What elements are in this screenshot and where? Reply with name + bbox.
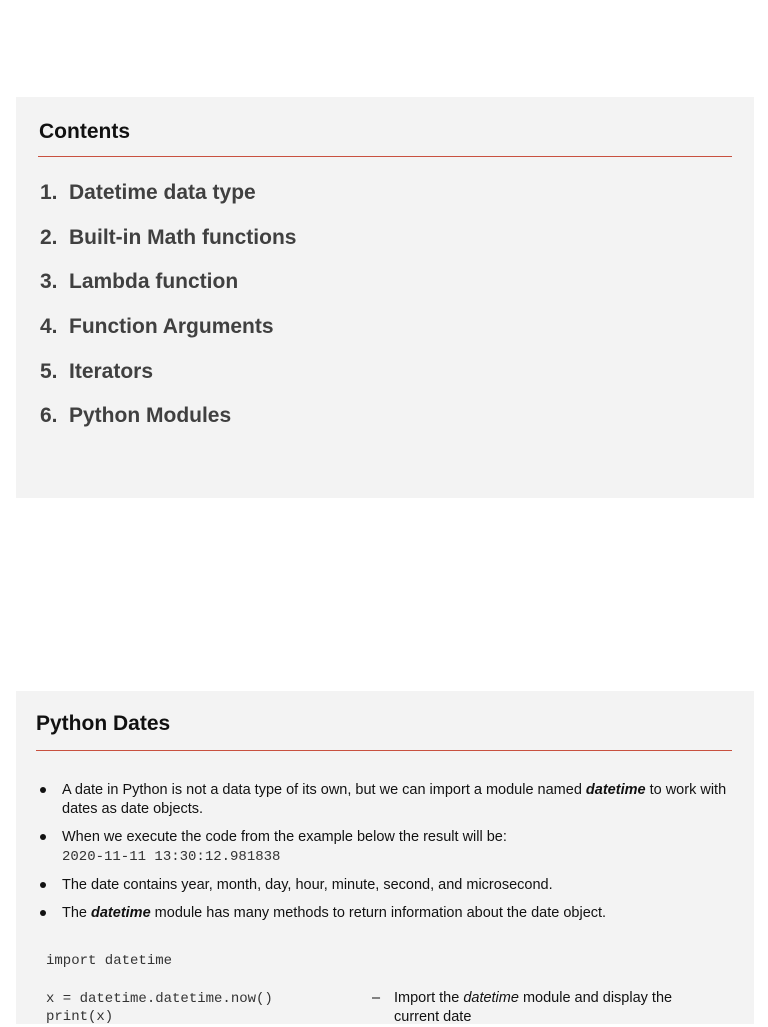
bullet-item	[38, 781, 728, 819]
bullet-text: module has many methods to return information about the date object.	[150, 905, 607, 921]
code-line-assign: x = datetime.datetime.now()	[46, 991, 273, 1007]
bullet-text: A date in Python is not a data type of its own, but we can import a module named	[62, 782, 586, 798]
bullet-item	[38, 876, 728, 895]
contents-item-label: Function Arguments	[69, 315, 274, 339]
contents-item-arguments	[40, 311, 296, 356]
contents-item-label: Datetime data type	[69, 181, 256, 204]
contents-item-number: 6.	[40, 404, 58, 428]
bullet-emphasis: datetime	[91, 905, 151, 921]
contents-item-label: Python Modules	[69, 404, 232, 428]
contents-item-iterators	[40, 356, 296, 401]
contents-slide	[16, 97, 754, 498]
contents-item-number: 4.	[40, 315, 58, 339]
bullet-emphasis: datetime	[585, 782, 646, 798]
code-output: 2020-11-11 13:30:12.981838	[62, 849, 281, 865]
contents-item-number: 5.	[40, 359, 58, 383]
annotation-text-part: module and display the current date	[394, 990, 673, 1025]
contents-item-math	[40, 222, 296, 267]
bullet-text: When we execute the code from the example below the result will be:	[62, 829, 507, 845]
annotation-emphasis: datetime	[463, 990, 519, 1006]
annotation-text-part: Import the	[394, 990, 464, 1006]
contents-item-number: 3.	[40, 270, 58, 294]
bullet-item	[38, 904, 728, 923]
contents-item-label: Lambda function	[69, 270, 239, 294]
bullet-dot-icon	[40, 834, 46, 840]
python-dates-bullet-list	[38, 781, 728, 932]
python-dates-title-rule	[36, 750, 732, 751]
bullet-text: to work with dates as date objects.	[62, 782, 727, 817]
bullet-text: The date contains year, month, day, hour, minute, second, and microsecond.	[62, 877, 553, 893]
contents-item-label: Built-in Math functions	[69, 225, 297, 249]
code-line-print: print(x)	[46, 1009, 114, 1025]
bullet-dot-icon	[40, 910, 46, 916]
contents-title: Contents	[39, 120, 130, 143]
contents-item-number: 1.	[40, 181, 58, 204]
bullet-item	[38, 828, 728, 867]
contents-title-rule	[38, 156, 732, 157]
bullet-dot-icon	[40, 787, 46, 793]
bullet-text: The	[62, 905, 92, 921]
python-dates-title: Python Dates	[36, 712, 171, 735]
code-line-import: import datetime	[46, 953, 173, 969]
annotation-dash: –	[372, 990, 381, 1006]
python-dates-slide	[16, 691, 754, 1024]
annotation-text	[394, 989, 714, 1027]
contents-item-label: Iterators	[69, 359, 154, 383]
bullet-dot-icon	[40, 882, 46, 888]
contents-item-number: 2.	[40, 225, 58, 249]
contents-item-datetime	[40, 177, 296, 222]
contents-item-lambda	[40, 266, 296, 311]
contents-item-modules	[40, 400, 296, 445]
contents-list	[40, 177, 296, 445]
